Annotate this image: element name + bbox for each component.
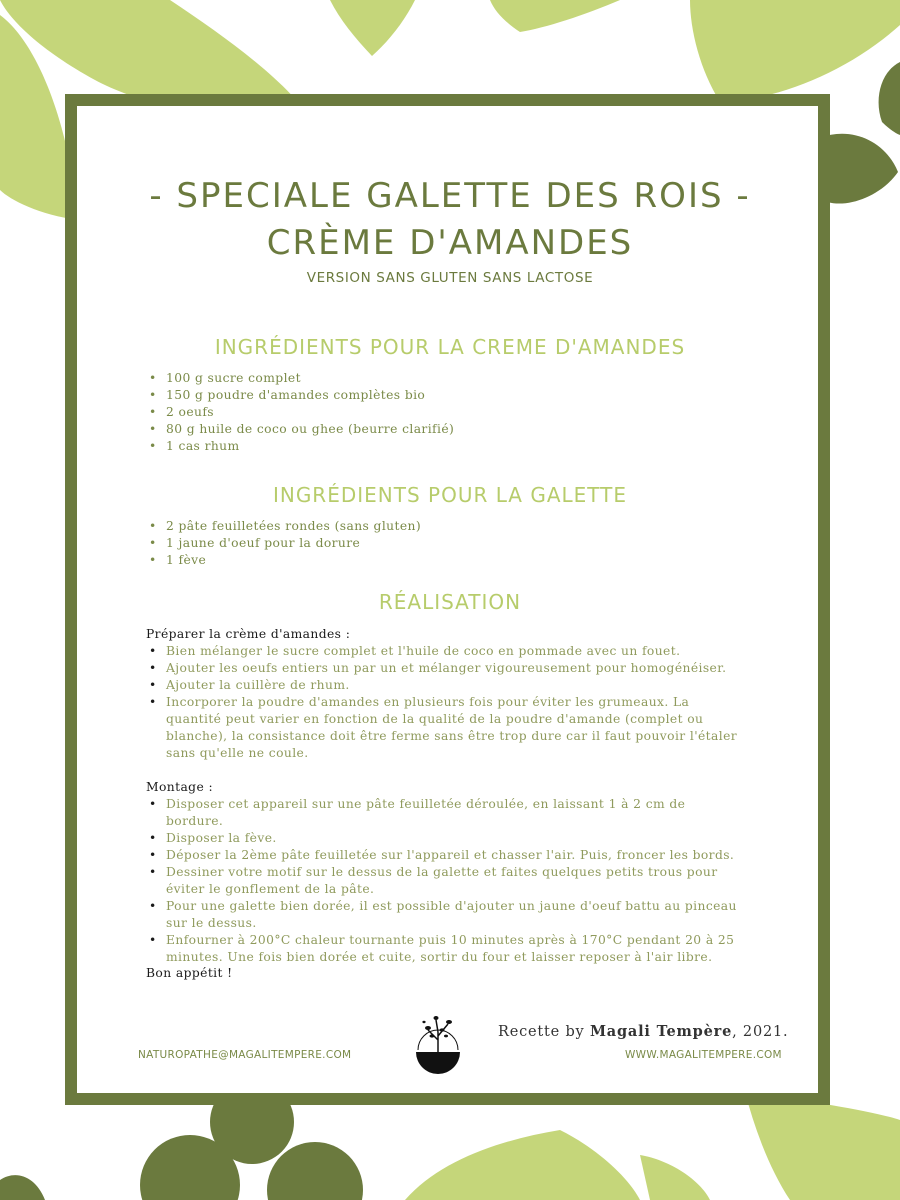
footer-website[interactable]: WWW.MAGALITEMPERE.COM [625, 1049, 782, 1061]
list-item: • Ajouter la cuillère de rhum. [146, 677, 746, 694]
heading-ingredients-galette: INGRÉDIENTS POUR LA GALETTE [272, 483, 628, 507]
list-item: • 150 g poudre d'amandes complètes bio [146, 387, 454, 404]
leaf-right-upper [879, 62, 900, 135]
leaf-bottom-center [405, 1130, 640, 1200]
list-item: • Incorporer la poudre d'amandes en plusieurs fois pour éviter les grumeaux. La quantité peut varier en fonction de la qualité de la poudre d'amande (complet ou blanche), la consistance doit être ferme sans être trop dure car il faut pouvoir l'étaler sans qu'elle ne coule. [146, 694, 746, 762]
list-item: • Disposer cet appareil sur une pâte feuilletée déroulée, en laissant 1 à 2 cm de bordure. [146, 796, 746, 830]
list-ingredients-galette [146, 518, 421, 569]
page-subtitle: VERSION SANS GLUTEN SANS LACTOSE [306, 270, 594, 286]
leaf-top-center [330, 0, 415, 56]
list-item: • Dessiner votre motif sur le dessus de la galette et faites quelques petits trous pour éviter le gonflement de la pâte. [146, 864, 746, 898]
heading-ingredients-creme: INGRÉDIENTS POUR LA CREME D'AMANDES [214, 335, 686, 359]
list-item: • Enfourner à 200°C chaleur tournante puis 10 minutes après à 170°C pendant 20 à 25 minutes. Une fois bien dorée et cuite, sortir du four et laisser reposer à l'air libre. [146, 932, 746, 966]
leaf-bottom-left-edge [0, 1175, 45, 1200]
list-item: • Pour une galette bien dorée, il est possible d'ajouter un jaune d'oeuf battu au pinceau sur le dessus. [146, 898, 746, 932]
list-item: • Disposer la fève. [146, 830, 746, 847]
list-prep-steps [146, 643, 746, 762]
list-item: • 2 pâte feuilletées rondes (sans gluten) [146, 518, 421, 535]
list-item: • Déposer la 2ème pâte feuilletée sur l'appareil et chasser l'air. Puis, froncer les bords. [146, 847, 746, 864]
list-item: • Ajouter les oeufs entiers un par un et mélanger vigoureusement pour homogénéiser. [146, 660, 746, 677]
footer-email[interactable]: NATUROPATHE@MAGALITEMPERE.COM [138, 1049, 352, 1061]
signature-suffix: , 2021. [732, 1024, 789, 1040]
page-title-line2: CRÈME D'AMANDES [266, 223, 634, 263]
tree-logo-icon [412, 1010, 464, 1078]
page-title-line1: - SPECIALE GALETTE DES ROIS - [149, 176, 751, 216]
closing-text: Bon appétit ! [146, 966, 233, 980]
list-item: • 1 fève [146, 552, 421, 569]
list-item: • 100 g sucre complet [146, 370, 454, 387]
list-item: • 1 cas rhum [146, 438, 454, 455]
signature-prefix: Recette by [498, 1024, 590, 1040]
list-item: • 80 g huile de coco ou ghee (beurre clarifié) [146, 421, 454, 438]
signature-name: Magali Tempère [589, 1023, 733, 1040]
heading-realisation: RÉALISATION [378, 590, 522, 614]
leaf-bottom-right-2 [640, 1155, 710, 1200]
list-item: • 2 oeufs [146, 404, 454, 421]
list-montage-steps [146, 796, 746, 966]
list-item: • Bien mélanger le sucre complet et l'huile de coco en pommade avec un fouet. [146, 643, 746, 660]
leaf-bottom-right [745, 1092, 900, 1200]
signature [498, 1023, 788, 1040]
prep-intro: Préparer la crème d'amandes : [146, 627, 351, 641]
leaf-top-right [690, 0, 900, 102]
montage-intro: Montage : [146, 780, 213, 794]
leaf-top-right-mid [490, 0, 620, 32]
list-ingredients-creme [146, 370, 454, 455]
list-item: • 1 jaune d'oeuf pour la dorure [146, 535, 421, 552]
